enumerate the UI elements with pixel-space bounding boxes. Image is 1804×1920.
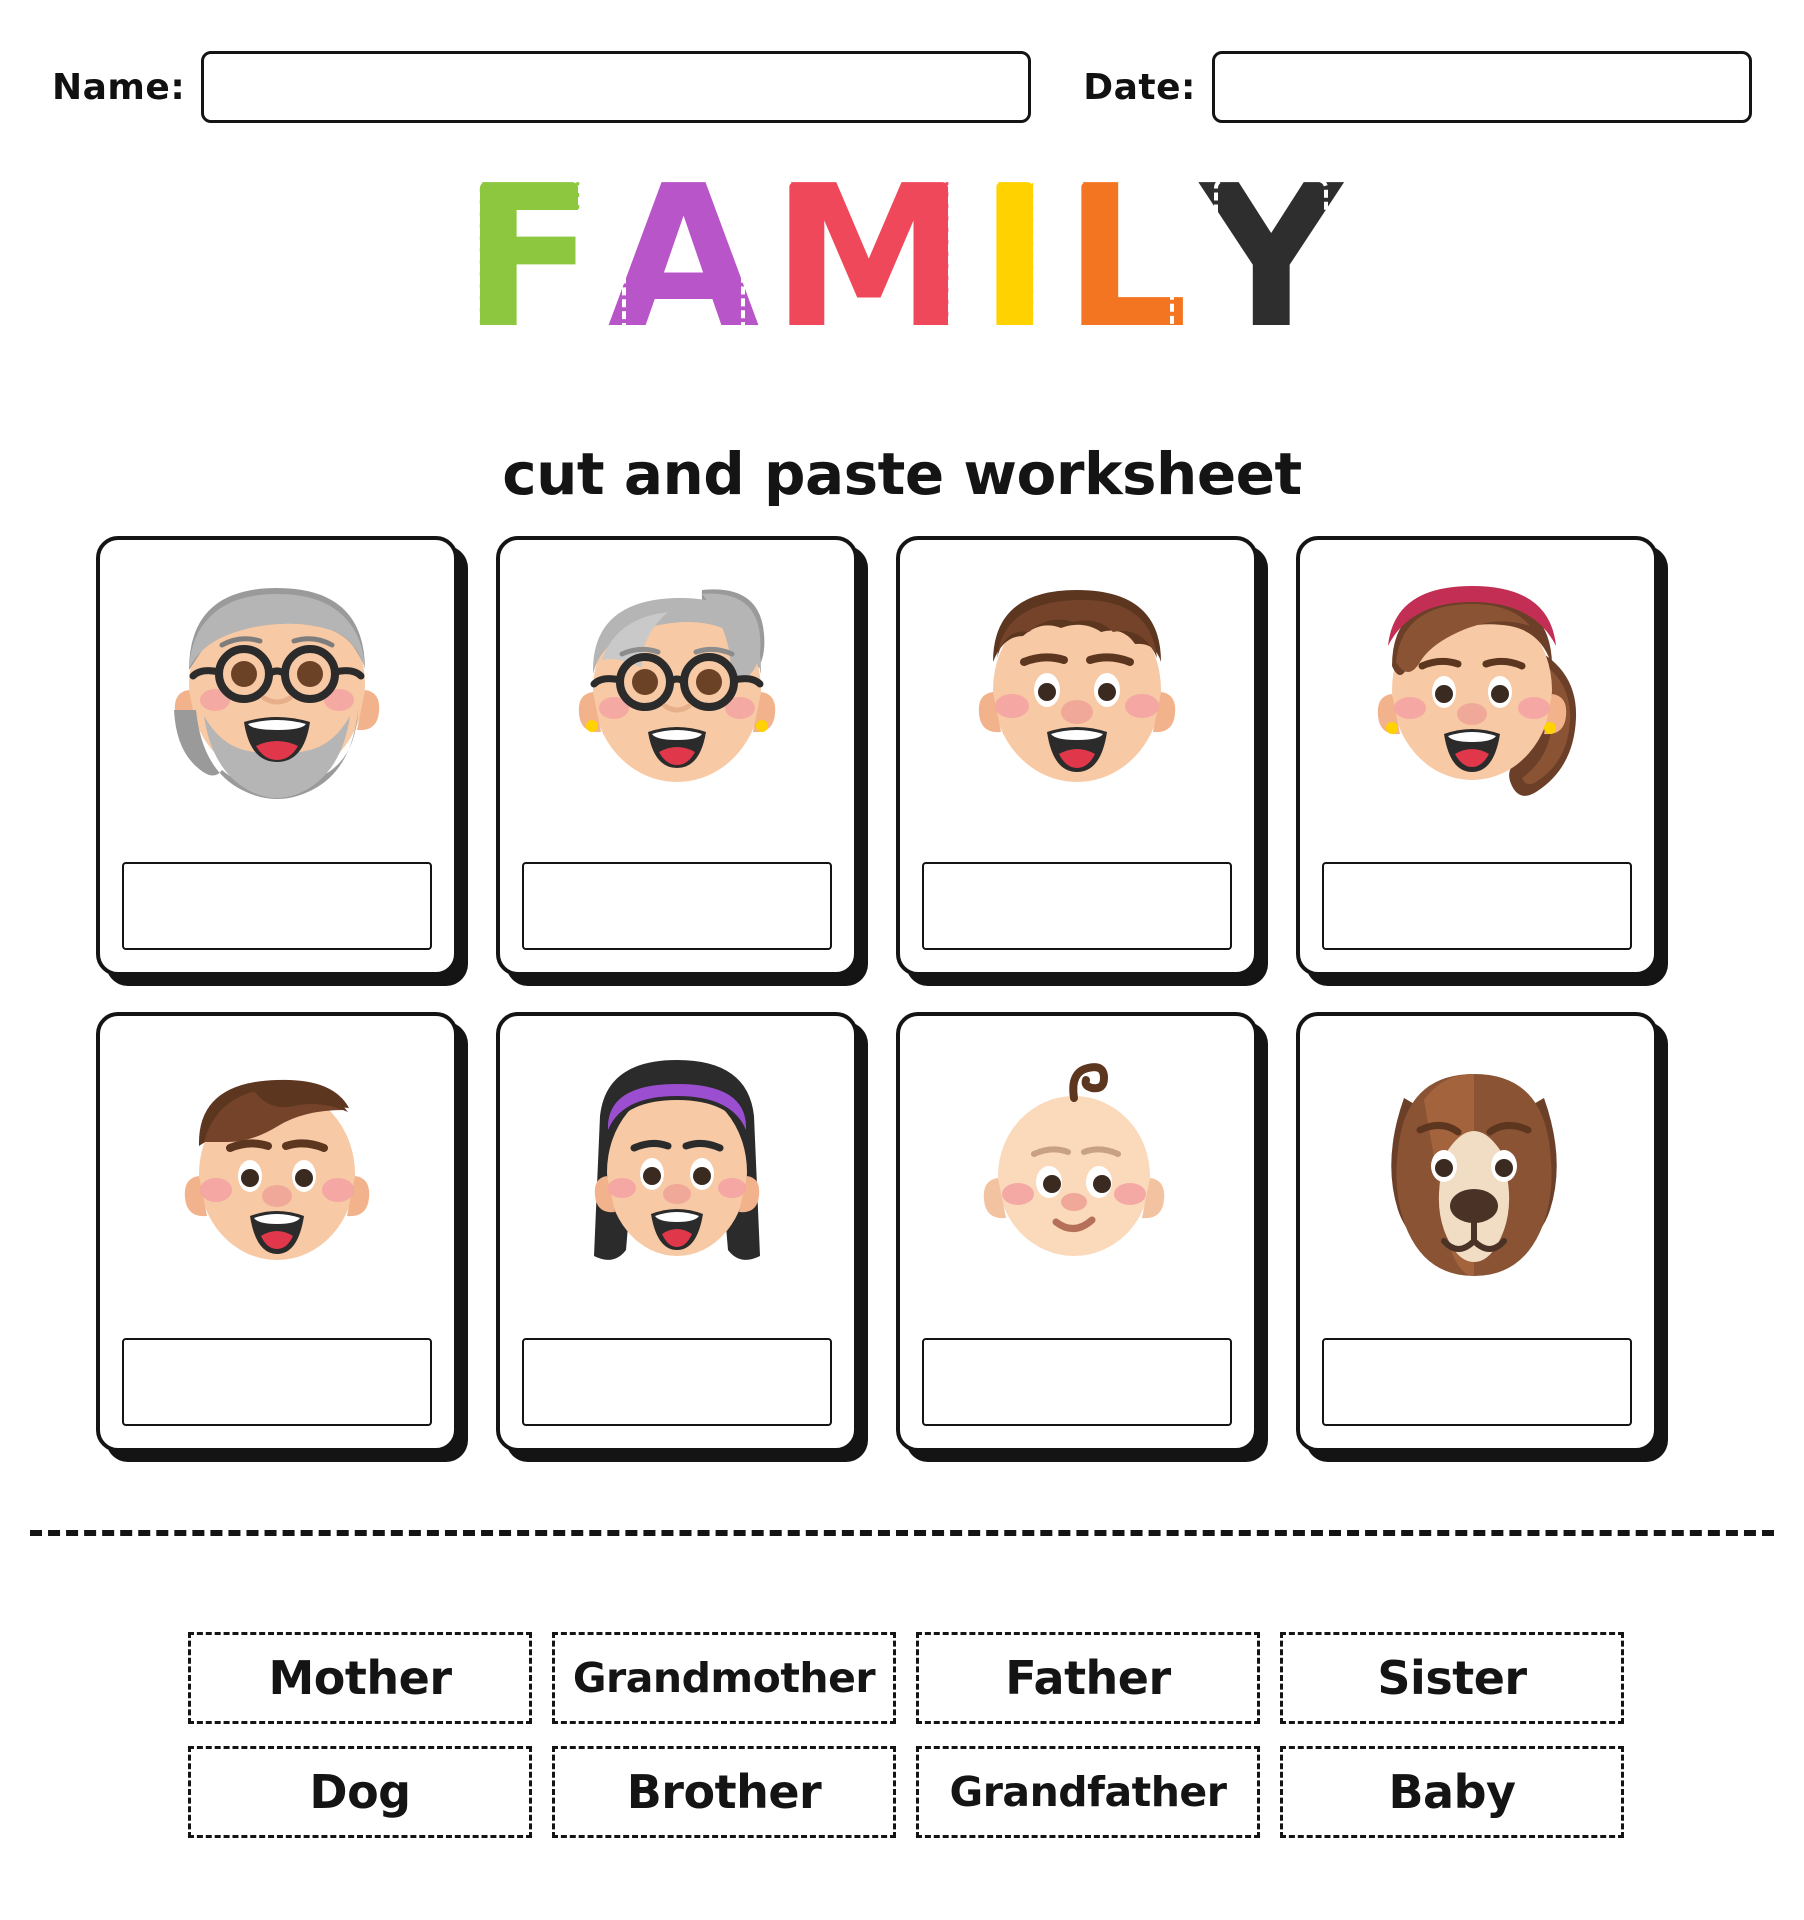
cut-line	[30, 1530, 1774, 1536]
date-label: Date:	[1083, 66, 1196, 108]
card-face	[96, 1012, 458, 1452]
header	[52, 48, 1752, 126]
title-letter-l: L	[1063, 144, 1189, 372]
grandmother-card[interactable]	[496, 536, 858, 976]
brother-card[interactable]	[96, 1012, 458, 1452]
answer-box-baby[interactable]	[922, 1338, 1232, 1426]
name-label: Name:	[52, 66, 186, 108]
word-card-grandmother[interactable]: Grandmother	[552, 1632, 896, 1724]
title-letter-m: M	[771, 144, 967, 372]
grandfather-card[interactable]	[96, 536, 458, 976]
date-input[interactable]	[1212, 51, 1752, 123]
word-card-baby[interactable]: Baby	[1280, 1746, 1624, 1838]
sister-card[interactable]	[496, 1012, 858, 1452]
page-title	[0, 144, 1804, 372]
card-face	[896, 536, 1258, 976]
card-face	[96, 536, 458, 976]
answer-box-brother[interactable]	[122, 1338, 432, 1426]
card-face	[1296, 1012, 1658, 1452]
word-card-father[interactable]: Father	[916, 1632, 1260, 1724]
answer-box-grandmother[interactable]	[522, 862, 832, 950]
dog-card[interactable]	[1296, 1012, 1658, 1452]
grandmother-face-icon	[500, 544, 854, 846]
sister-face-icon	[500, 1020, 854, 1322]
word-card-mother[interactable]: Mother	[188, 1632, 532, 1724]
father-card[interactable]	[896, 536, 1258, 976]
word-card-grandfather[interactable]: Grandfather	[916, 1746, 1260, 1838]
word-card-brother[interactable]: Brother	[552, 1746, 896, 1838]
answer-box-father[interactable]	[922, 862, 1232, 950]
title-letter-y: Y	[1200, 144, 1343, 372]
card-face	[1296, 536, 1658, 976]
card-face	[896, 1012, 1258, 1452]
brother-face-icon	[100, 1020, 454, 1322]
answer-box-mother[interactable]	[1322, 862, 1632, 950]
name-input[interactable]	[201, 51, 1031, 123]
grandfather-face-icon	[100, 544, 454, 846]
mother-face-icon	[1300, 544, 1654, 846]
picture-card-grid	[96, 536, 1716, 1452]
answer-box-grandfather[interactable]	[122, 862, 432, 950]
title-letter-f: F	[461, 144, 596, 372]
title-letter-i: I	[978, 144, 1052, 372]
dog-face-icon	[1300, 1020, 1654, 1322]
family-title-letters	[456, 144, 1348, 372]
baby-face-icon	[900, 1020, 1254, 1322]
baby-card[interactable]	[896, 1012, 1258, 1452]
word-bank	[188, 1632, 1620, 1838]
answer-box-dog[interactable]	[1322, 1338, 1632, 1426]
word-card-sister[interactable]: Sister	[1280, 1632, 1624, 1724]
title-letter-a: A	[607, 144, 760, 372]
page-subtitle: cut and paste worksheet	[502, 440, 1302, 508]
answer-box-sister[interactable]	[522, 1338, 832, 1426]
card-face	[496, 1012, 858, 1452]
mother-card[interactable]	[1296, 536, 1658, 976]
word-card-dog[interactable]: Dog	[188, 1746, 532, 1838]
father-face-icon	[900, 544, 1254, 846]
card-face	[496, 536, 858, 976]
